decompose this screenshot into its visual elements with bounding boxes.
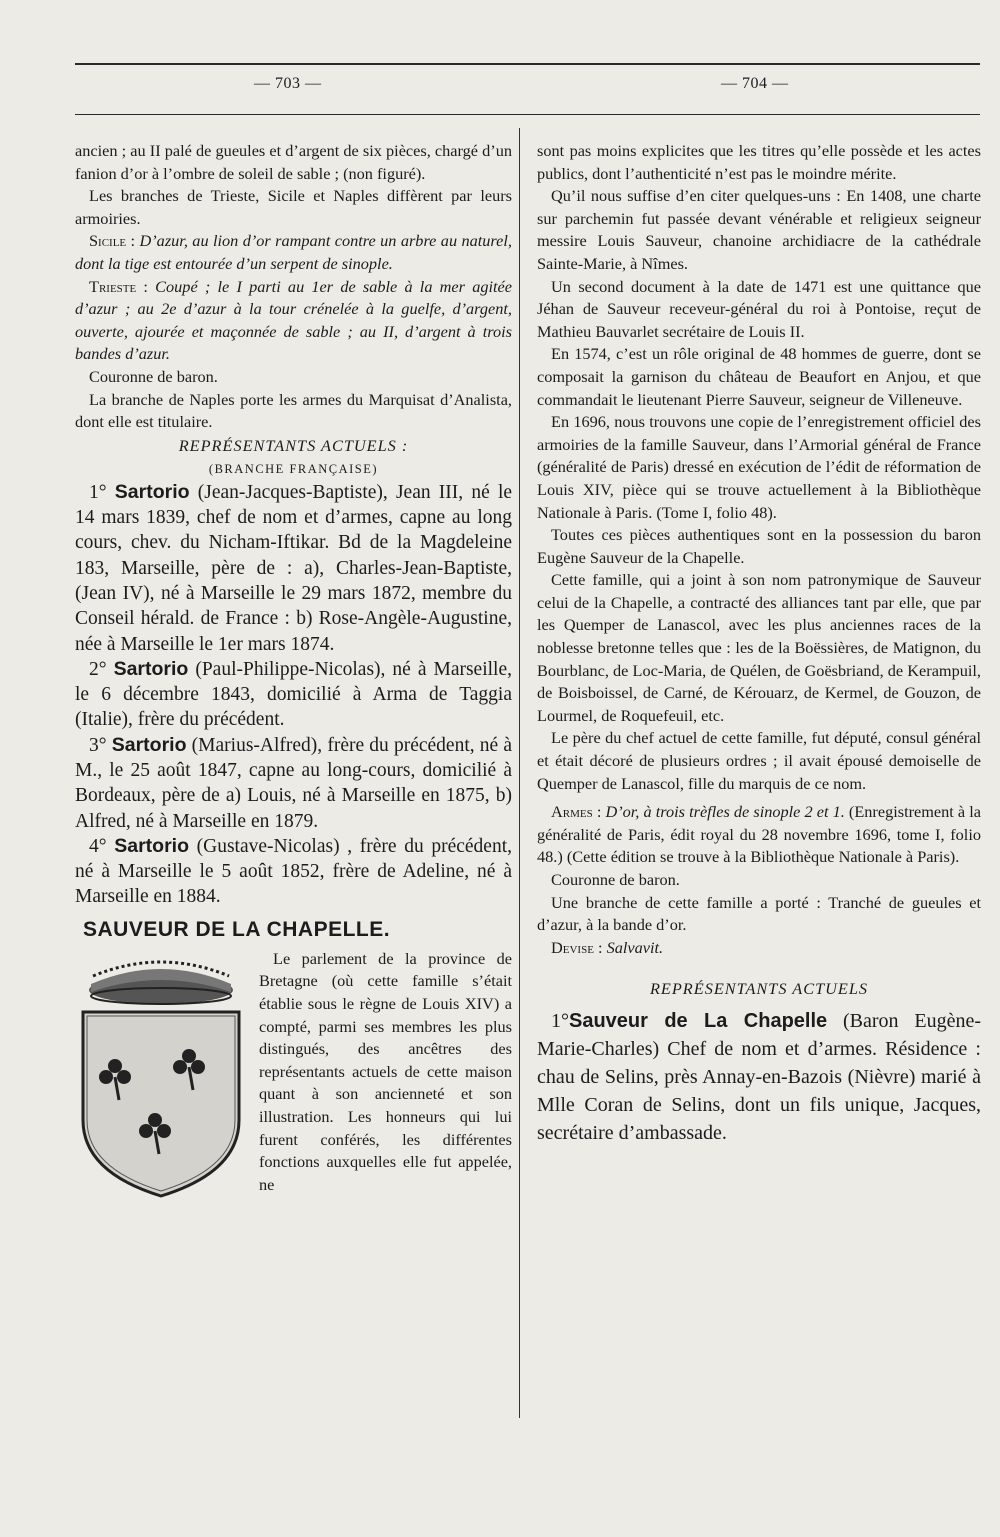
entry-2 <box>75 657 512 733</box>
devise-paragraph <box>537 937 981 960</box>
entry-3 <box>75 733 512 834</box>
header-rule-top <box>75 63 980 65</box>
entry-1-text: (Jean-Jacques-Baptiste), Jean III, né le 14 mars 1839, chef de nom et d’armes, capne au long cours, chev. du Nicham-Iftikar. Bd de la Magdeleine 183, Marseille, père de : a), Charles-Jean-Baptiste, (Jean IV), né à Marseille le 29 mars 1872, membre du Conseil hérald. de France : b) Rose-Angèle-Augustine, née à Marseille le 1er mars 1874. <box>75 481 513 655</box>
entry-1-name: Sartorio <box>114 480 190 503</box>
right-paragraph-2: Qu’il nous suffise d’en citer quelques-uns : En 1408, une charte sur parchemin fut passée devant vénérable et religieux seigneur messire Louis Sauveur, chanoine archidiacre de la cathédrale Sainte-Marie, à Nîmes. <box>537 186 981 273</box>
entry-1 <box>75 480 512 657</box>
left-paragraph-2: Les branches de Trieste, Sicile et Naples diffèrent par leurs armoiries. <box>75 186 512 228</box>
right-entry-1 <box>537 1007 981 1147</box>
sicile-label: Sicile : <box>89 231 136 251</box>
branch-heading: (BRANCHE FRANÇAISE) <box>208 461 379 476</box>
entry-4-name: Sartorio <box>114 834 189 857</box>
entry-2-num: 2° <box>89 658 107 680</box>
right-paragraph-1: sont pas moins explicites que les titres qu’elle possède et les actes publics, dont l’authenticité n’est pas le moindre mérite. <box>537 141 981 183</box>
entry-2-name: Sartorio <box>113 657 189 680</box>
armes-note: (Enregistrement à la généralité de Paris, édit royal du 28 novembre 1696, tome I, folio 48.) (Cette édition se trouve à la Bibliothèque Nationale à Paris). <box>537 802 981 867</box>
column-divider <box>519 128 520 1418</box>
sicile-text: D’azur, au lion d’or rampant contre un arbre au naturel, dont la tige est entourée d’un serpent de sinople. <box>75 231 512 273</box>
page-number-left: — 703 — <box>254 75 322 92</box>
right-paragraph-6: Toutes ces pièces authentiques sont en la possession du baron Eugène Sauveur de la Chapelle. <box>537 525 981 567</box>
right-paragraph-5: En 1696, nous trouvons une copie de l’enregistrement officiel des armoiries de la famille Sauveur, dans l’Armorial général de France (généralité de Paris) dressé en exécution de l’édit de réformation de Louis XIV, pièce qui se trouve actuellement à la Bibliothèque Nationale à Paris. (Tome I, folio 48). <box>537 412 981 522</box>
naples-paragraph: La branche de Naples porte les armes du Marquisat d’Analista, dont elle est titulaire. <box>75 389 512 432</box>
right-representants-heading: REPRÉSENTANTS ACTUELS <box>649 979 869 999</box>
right-entry-1-name: Sauveur de La Chapelle <box>569 1010 828 1033</box>
armes-text: D’or, à trois trèfles de sinople 2 et 1. <box>605 802 845 822</box>
right-entry-1-num: 1° <box>551 1010 569 1033</box>
right-paragraph-3: Un second document à la date de 1471 est une quittance que Jéhan de Sauveur receveur-général du roi à Pontoise, reçut de Mathieu Bauvarlet secrétaire de Louis II. <box>537 276 981 341</box>
sauveur-title: SAUVEUR DE LA CHAPELLE. <box>83 917 391 941</box>
entry-4-num: 4° <box>89 835 107 857</box>
sicile-arms <box>75 230 512 275</box>
left-column <box>75 140 512 1202</box>
sauveur-intro: Le parlement de la province de Bretagne (où cette famille s’était établie sous le règne de Louis XIV) a compté, parmi ses membres les plus distingués, des ancêtres des représentants actuels de cette maison quant à son ancienneté et son illustration. Les honneurs qui lui furent conférés, les différentes fonctions auxquelles elle fut appelée, ne <box>259 948 512 1194</box>
entry-3-name: Sartorio <box>111 733 187 756</box>
header-rule-bottom <box>75 114 980 115</box>
armes-paragraph <box>537 801 981 869</box>
left-couronne: Couronne de baron. <box>89 366 218 386</box>
right-paragraph-7: Cette famille, qui a joint à son nom patronymique de Sauveur celui de la Chapelle, a contracté des alliances tant par elle, que par les Quemper de Lanascol, avec les plus anciennes races de la noblesse bretonne telles que : les de la Boëssières, de Matignon, du Bourblanc, de Loc-Maria, de Quélen, de Goësbriand, de Kerampuil, de Boisboissel, de Carné, de Kérouarz, de Kermel, de Gouzon, de Lourmel, de Roquefeuil, etc. <box>537 570 981 725</box>
representants-heading: REPRÉSENTANTS ACTUELS : <box>178 435 409 455</box>
right-entry-1-text: (Baron Eugène-Marie-Charles) Chef de nom et d’armes. Résidence : chau de Selins, près Annay-en-Bazois (Nièvre) marié à Mlle Coran de Selins, dont un fils unique, Jacques, secrétaire d’ambassade. <box>537 1010 982 1145</box>
right-couronne: Couronne de baron. <box>551 870 680 889</box>
trieste-text: Coupé ; le I parti au 1er de sable à la mer agitée d’azur ; au 2e d’azur à la tour crénelée à la guelfe, d’argent, ouverte, ajourée et maçonnée de sable ; au II, d’argent à trois bandes d’azur. <box>75 276 512 364</box>
devise-text: Salvavit. <box>606 937 664 957</box>
armes-label: Armes : <box>551 802 602 822</box>
entry-3-text: (Marius-Alfred), frère du précédent, né à M., le 25 août 1847, capne au long-cours, domicilié à Bordeaux, père de a) Louis, né à Marseille en 1875, b) Alfred, né à Marseille en 1879. <box>75 734 513 832</box>
entry-4 <box>75 834 512 910</box>
page-number-right: — 704 — <box>721 75 789 92</box>
trieste-label: Trieste : <box>89 276 148 296</box>
branche-paragraph: Une branche de cette famille a porté : Tranché de gueules et d’azur, à la bande d’or. <box>537 892 981 935</box>
entry-3-num: 3° <box>89 734 107 756</box>
baron-crown-icon <box>89 962 233 1004</box>
right-paragraph-4: En 1574, c’est un rôle original de 48 hommes de guerre, dont se composait la garnison du château de Beaufort en Anjou, et que commandait le lieutenant Pierre Sauveur, seigneur de Villeneuve. <box>537 344 981 409</box>
right-column <box>537 140 981 1147</box>
devise-label: Devise : <box>551 937 603 957</box>
trieste-arms <box>75 276 512 366</box>
left-paragraph-1: ancien ; au II palé de gueules et d’argent de six pièces, chargé d’un fanion d’or à l’ombre de soleil de sable ; (non figuré). <box>75 141 512 183</box>
coat-of-arms-icon <box>75 950 247 1202</box>
right-paragraph-8: Le père du chef actuel de cette famille, fut député, consul général et était décoré de plusieurs ordres ; il avait épousé demoiselle de Quemper de Lanascol, fille du marquis de ce nom. <box>537 728 981 793</box>
entry-4-text: (Gustave-Nicolas) , frère du précédent, né à Marseille le 5 août 1852, frère de Adeline, né à Marseille en 1884. <box>75 835 513 908</box>
entry-1-num: 1° <box>89 481 107 503</box>
entry-2-text: (Paul-Philippe-Nicolas), né à Marseille, le 6 décembre 1843, domicilié à Arma de Taggia (Italie), frère du précédent. <box>75 658 512 731</box>
